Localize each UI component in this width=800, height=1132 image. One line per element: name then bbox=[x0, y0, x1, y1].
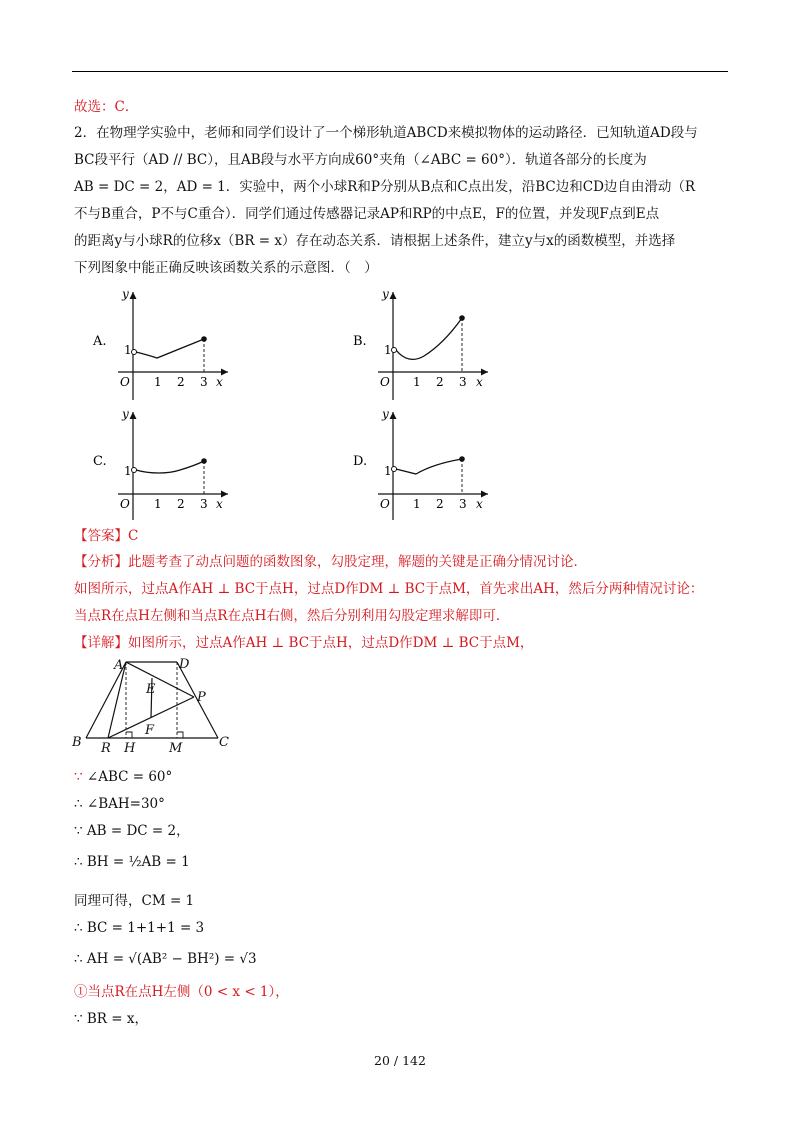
label-d: D bbox=[179, 657, 190, 672]
svg-text:1: 1 bbox=[154, 375, 162, 389]
svg-text:2: 2 bbox=[177, 497, 185, 511]
svg-text:3: 3 bbox=[459, 497, 467, 511]
label-h: H bbox=[124, 741, 136, 756]
option-c-graph bbox=[93, 407, 228, 520]
option-d-label: D. bbox=[353, 454, 368, 469]
option-b-label: B. bbox=[353, 334, 367, 349]
step-7: ∴ AH = √(AB² − BH²) = √3 bbox=[74, 951, 257, 967]
svg-text:3: 3 bbox=[459, 375, 467, 389]
svg-text:1: 1 bbox=[124, 343, 132, 357]
option-d-graph bbox=[353, 407, 488, 520]
question-line-5: 的距离y与小球R的位移x（BR = x）存在动态关系．请根据上述条件，建立y与x的函数模型，并选择 bbox=[74, 233, 676, 249]
step-3: ∵ AB = DC = 2， bbox=[74, 823, 190, 839]
detail-line: 【详解】如图所示，过点A作AH ⊥ BC于点H，过点D作DM ⊥ BC于点M， bbox=[74, 635, 534, 651]
svg-text:1: 1 bbox=[124, 464, 132, 478]
svg-text:O: O bbox=[380, 497, 390, 511]
label-f: F bbox=[145, 723, 155, 738]
svg-text:x: x bbox=[216, 497, 223, 511]
svg-text:3: 3 bbox=[200, 375, 208, 389]
label-e: E bbox=[146, 682, 156, 697]
label-p: P bbox=[197, 690, 206, 705]
question-line-4: 不与B重合，P不与C重合）．同学们通过传感器记录AP和RP的中点E，F的位置，并发现F点到E点 bbox=[74, 206, 660, 222]
svg-text:1: 1 bbox=[384, 343, 392, 357]
question-line-2: BC段平行（AD // BC），且AB段与水平方向成60°夹角（∠ABC = 60°）．轨道各部分的长度为 bbox=[74, 152, 647, 168]
label-m: M bbox=[169, 741, 183, 756]
svg-text:y: y bbox=[122, 407, 129, 421]
svg-text:O: O bbox=[120, 375, 130, 389]
page-number: 20 / 142 bbox=[374, 1053, 426, 1068]
svg-text:y: y bbox=[382, 287, 389, 301]
svg-text:x: x bbox=[476, 497, 483, 511]
step-8: ①当点R在点H左侧（0 < x < 1）， bbox=[74, 984, 289, 1000]
option-graphs bbox=[0, 282, 800, 522]
label-r: R bbox=[101, 741, 111, 756]
analysis-line-3: 当点R在点H左侧和当点R在点H右侧，然后分别利用勾股定理求解即可． bbox=[74, 608, 510, 624]
svg-text:x: x bbox=[476, 375, 483, 389]
option-c-label: C. bbox=[93, 454, 107, 469]
option-a-graph bbox=[92, 287, 228, 400]
answer-line: 【答案】C bbox=[74, 528, 139, 544]
svg-text:x: x bbox=[216, 375, 223, 389]
svg-text:1: 1 bbox=[413, 375, 421, 389]
question-line-3: AB = DC = 2，AD = 1．实验中，两个小球R和P分别从B点和C点出发，沿BC边和CD边自由滑动（R bbox=[74, 179, 696, 195]
step-2: ∴ ∠BAH=30° bbox=[74, 796, 165, 812]
svg-text:y: y bbox=[122, 287, 129, 301]
svg-text:2: 2 bbox=[436, 497, 444, 511]
previous-answer-line: 故选：C． bbox=[74, 99, 139, 115]
svg-text:2: 2 bbox=[436, 375, 444, 389]
label-c: C bbox=[219, 735, 229, 750]
question-line-6: 下列图象中能正确反映该函数关系的示意图．（ ） bbox=[74, 260, 378, 276]
trapezoid-figure bbox=[68, 656, 268, 756]
option-a-label: A. bbox=[93, 334, 107, 349]
option-b-graph bbox=[353, 287, 488, 400]
analysis-line-2: 如图所示，过点A作AH ⊥ BC于点H，过点D作DM ⊥ BC于点M，首先求出AH，然后分两种情况讨论： bbox=[74, 581, 704, 597]
svg-text:1: 1 bbox=[384, 464, 392, 478]
question-line-1: 2．在物理学实验中，老师和同学们设计了一个梯形轨道ABCD来模拟物体的运动路径．已知轨道AD段与 bbox=[74, 125, 698, 141]
svg-text:1: 1 bbox=[154, 497, 162, 511]
step-1: ∠ABC = 60° bbox=[86, 769, 173, 785]
step-4: ∴ BH = ½AB = 1 bbox=[74, 854, 190, 870]
label-a: A bbox=[114, 658, 124, 673]
header-rule bbox=[72, 71, 728, 72]
svg-text:y: y bbox=[382, 407, 389, 421]
step-9: ∵ BR = x， bbox=[74, 1011, 148, 1027]
svg-text:1: 1 bbox=[413, 497, 421, 511]
svg-text:2: 2 bbox=[177, 375, 185, 389]
svg-text:O: O bbox=[120, 497, 130, 511]
svg-text:3: 3 bbox=[200, 497, 208, 511]
label-b: B bbox=[72, 735, 82, 750]
analysis-line-1: 【分析】此题考查了动点问题的函数图象，勾股定理，解题的关键是正确分情况讨论． bbox=[74, 554, 587, 570]
step-6: ∴ BC = 1+1+1 = 3 bbox=[74, 920, 205, 936]
step-5: 同理可得，CM = 1 bbox=[74, 893, 195, 909]
svg-text:O: O bbox=[380, 375, 390, 389]
